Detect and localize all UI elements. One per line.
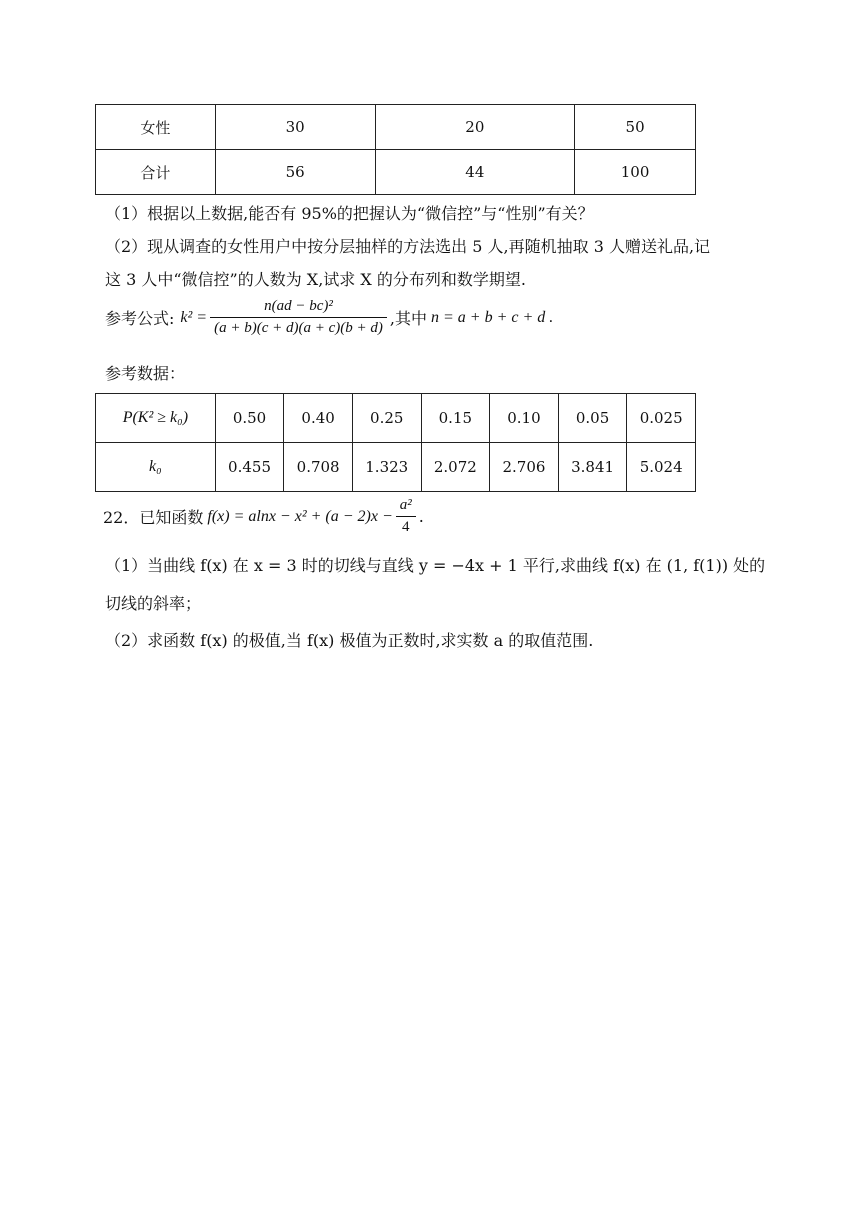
table-row <box>96 150 696 195</box>
q22-part2: （2）求函数 f(x) 的极值,当 f(x) 极值为正数时,求实数 a 的取值范围. <box>105 631 594 650</box>
q22-intro-line <box>103 497 424 536</box>
formula-lhs: k² = <box>180 308 208 326</box>
table-cell: 0.05 <box>558 394 627 443</box>
table-cell: 30 <box>215 105 375 150</box>
q22-function: f(x) = alnx − x² + (a − 2)x − <box>207 507 393 525</box>
q22-frac-den: 4 <box>396 516 416 536</box>
formula-fraction <box>210 298 387 337</box>
formula-label: 参考公式: <box>105 309 175 328</box>
table-cell: 女性 <box>96 105 216 150</box>
table-row <box>96 105 696 150</box>
table-cell: 56 <box>215 150 375 195</box>
formula-denominator: (a + b)(c + d)(a + c)(b + d) <box>210 317 387 337</box>
formula-numerator: n(ad − bc)² <box>264 298 333 314</box>
survey-table <box>95 104 696 195</box>
q22-fraction <box>396 497 416 536</box>
table-cell: 0.25 <box>352 394 421 443</box>
q22-end: . <box>418 507 424 526</box>
q21-part1: （1）根据以上数据,能否有 95%的把握认为“微信控”与“性别”有关？ <box>105 204 594 223</box>
formula-line <box>105 298 553 337</box>
table-cell: 0.455 <box>215 443 284 492</box>
formula-where: ,其中 <box>389 309 427 328</box>
q21-part2-line2: 这 3 人中“微信控”的人数为 X,试求 X 的分布列和数学期望. <box>105 270 526 289</box>
table-cell: P(K² ≥ k₀) <box>96 394 216 443</box>
table-cell: 0.708 <box>284 443 353 492</box>
q22-part1-line2: 切线的斜率； <box>105 594 202 613</box>
table-cell: 1.323 <box>352 443 421 492</box>
q21-part2-line1: （2）现从调查的女性用户中按分层抽样的方法选出 5 人,再随机抽取 3 人赠送礼品,记 <box>105 237 711 256</box>
table-row <box>96 394 696 443</box>
table-row <box>96 443 696 492</box>
table-cell: 100 <box>575 150 696 195</box>
table-cell: 20 <box>375 105 575 150</box>
q22-intro: 22．已知函数 <box>103 508 204 527</box>
table-cell: 44 <box>375 150 575 195</box>
table-cell: 0.10 <box>490 394 559 443</box>
table-cell: 合计 <box>96 150 216 195</box>
table-cell: 0.025 <box>627 394 696 443</box>
table-cell: 0.40 <box>284 394 353 443</box>
table-cell: 5.024 <box>627 443 696 492</box>
data-label: 参考数据： <box>105 364 186 383</box>
q22-frac-num: a² <box>399 497 412 513</box>
critical-values-table <box>95 393 696 492</box>
q22-part1-line1: （1）当曲线 f(x) 在 x = 3 时的切线与直线 y = −4x + 1 平行,求曲线 f(x) 在 (1, f(1)) 处的 <box>105 556 766 575</box>
table-cell: 2.072 <box>421 443 490 492</box>
formula-n: n = a + b + c + d . <box>430 308 554 326</box>
table-cell: 50 <box>575 105 696 150</box>
table-cell: 0.15 <box>421 394 490 443</box>
table-cell: 2.706 <box>490 443 559 492</box>
table-cell: 3.841 <box>558 443 627 492</box>
table-cell: k₀ <box>96 443 216 492</box>
table-cell: 0.50 <box>215 394 284 443</box>
